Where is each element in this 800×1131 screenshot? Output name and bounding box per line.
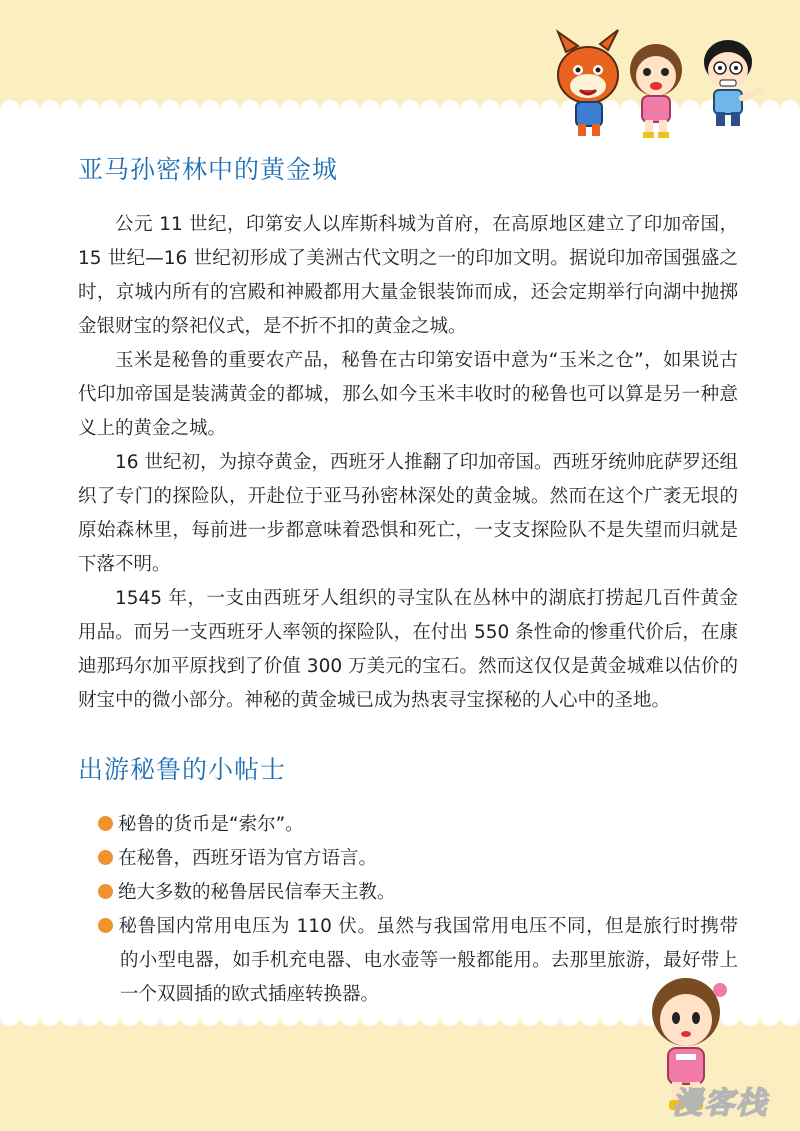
section-golden-city-body	[78, 208, 738, 718]
bullet-dot-icon	[98, 918, 113, 933]
section-title-travel-tips: 出游秘鲁的小帖士	[78, 755, 287, 784]
list-item	[78, 842, 738, 876]
tip-text: 秘鲁国内常用电压为 110 伏。虽然与我国常用电压不同，但是旅行时携带的小型电器，如手机充电器、电水壶等一般都能用。去那里旅游，最好带上一个双圆插的欧式插座转换器。	[118, 916, 738, 1005]
bullet-dot-icon	[98, 850, 113, 865]
watermark-logo: 漫客栈	[672, 1086, 768, 1121]
paragraph: 公元 11 世纪，印第安人以库斯科城为首府，在高原地区建立了印加帝国，15 世纪—16 世纪初形成了美洲古代文明之一的印加文明。据说印加帝国强盛之时，京城内所有的宫殿和神殿都用大量金银装饰而成，还会定期举行向湖中抛掷金银财宝的祭祀仪式，是不折不扣的黄金之城。	[78, 214, 738, 337]
tip-text: 在秘鲁，西班牙语为官方语言。	[118, 848, 378, 869]
list-item	[78, 910, 738, 1012]
tiger-character	[558, 30, 618, 136]
boy-character	[704, 40, 760, 126]
bullet-dot-icon	[98, 816, 113, 831]
paragraph: 1545 年，一支由西班牙人组织的寻宝队在丛林中的湖底打捞起几百件黄金用品。而另一支西班牙人率领的探险队，在付出 550 条性命的惨重代价后，在康迪那玛尔加平原找到了价值 300 万美元的宝石。然而这仅仅是黄金城难以估价的财宝中的微小部分。神秘的黄金城已成为热衷寻宝探秘的人心中的圣地。	[78, 588, 738, 711]
tip-text: 绝大多数的秘鲁居民信奉天主教。	[118, 882, 396, 903]
paragraph: 16 世纪初，为掠夺黄金，西班牙人推翻了印加帝国。西班牙统帅庇萨罗还组织了专门的探险队，开赴位于亚马孙密林深处的黄金城。然而在这个广袤无垠的原始森林里，每前进一步都意味着恐惧和死亡，一支支探险队不是失望而归就是下落不明。	[78, 452, 738, 575]
travel-tips-list	[78, 808, 738, 1012]
tip-text: 秘鲁的货币是“索尔”。	[118, 814, 304, 835]
girl-character	[630, 44, 682, 138]
paragraph: 玉米是秘鲁的重要农产品，秘鲁在古印第安语中意为“玉米之仓”，如果说古代印加帝国是装满黄金的都城，那么如今玉米丰收时的秘鲁也可以算是另一种意义上的黄金之城。	[78, 350, 738, 439]
list-item	[78, 808, 738, 842]
bullet-dot-icon	[98, 884, 113, 899]
cartoon-characters-illustration	[548, 20, 778, 140]
section-title-golden-city: 亚马孙密林中的黄金城	[78, 155, 339, 184]
list-item	[78, 876, 738, 910]
page-content	[78, 150, 738, 1012]
